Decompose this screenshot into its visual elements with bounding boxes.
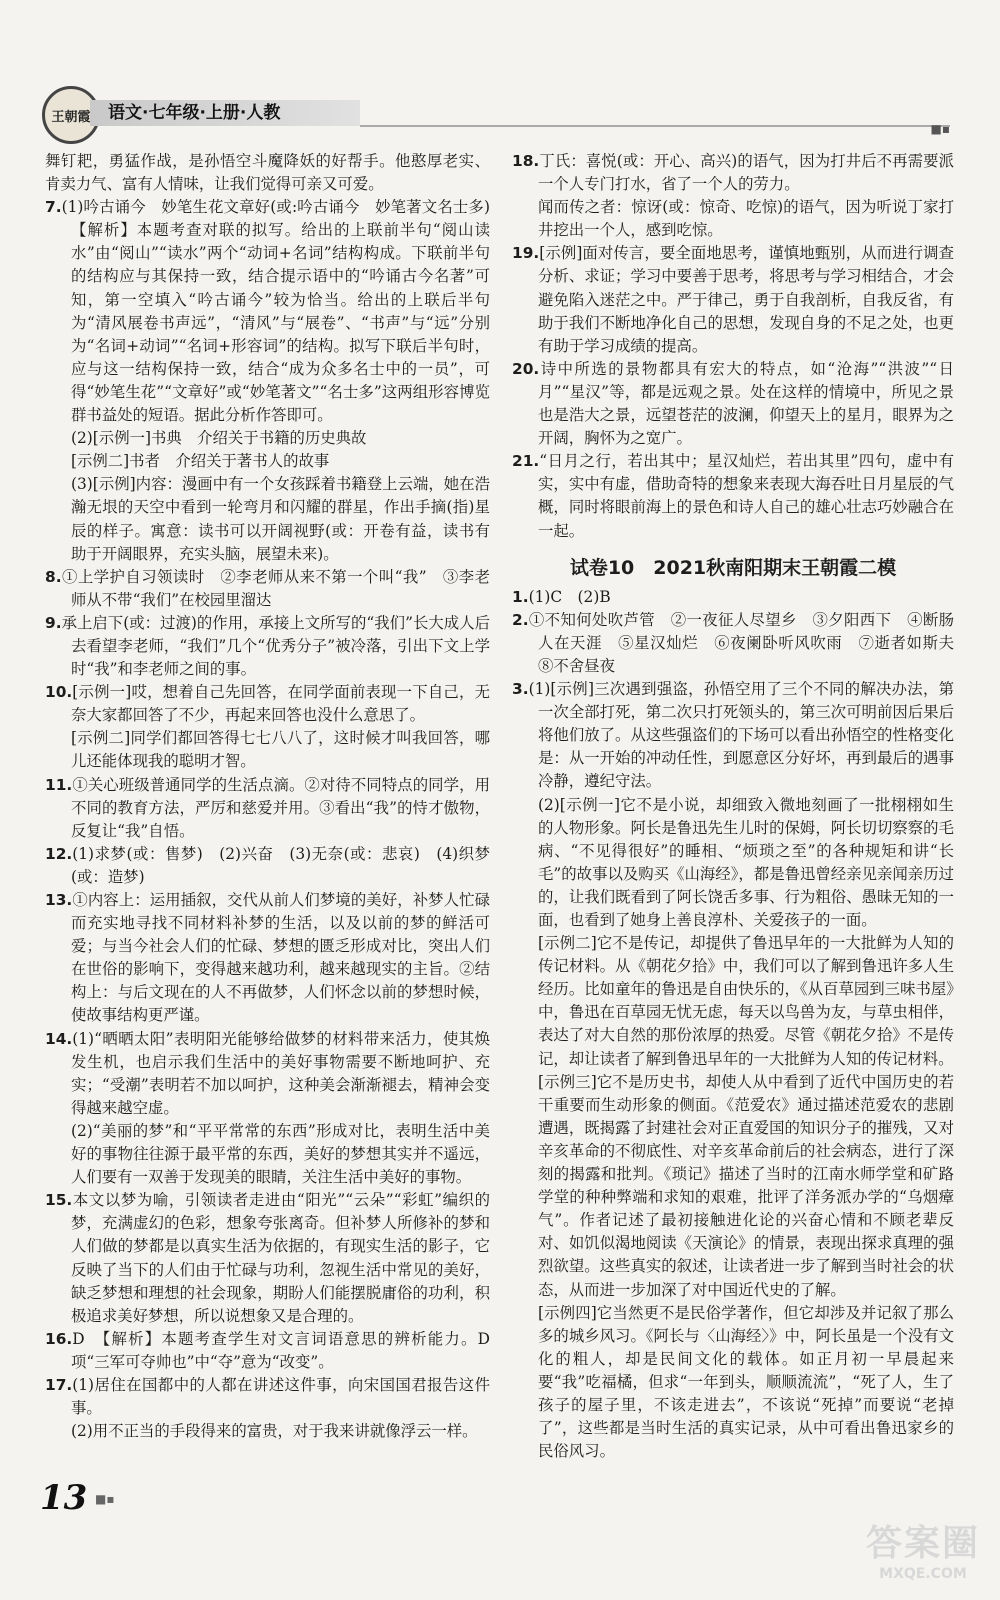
answer-item — [45, 150, 490, 196]
answer-item — [512, 150, 954, 196]
section-title: 试卷10 2021秋南阳期末王朝霞二模 — [569, 556, 897, 579]
answer-number: 7. — [45, 198, 62, 217]
answer-item — [45, 1028, 490, 1120]
answer-text: (2)用不正当的手段得来的富贵，对于我来讲就像浮云一样。 — [71, 1422, 478, 1441]
answer-item — [45, 196, 490, 427]
watermark — [866, 1515, 980, 1582]
answer-text: 本文以梦为喻，引领读者走进由“阳光”“云朵”“彩虹”编织的梦，充满虚幻的色彩，想象夸张离奇。但补梦人所修补的梦和人们做的梦都是以真实生活为依据的，有现实生活的影子，它反映了当下的人们由于忙碌与功利，忽视生活中常见的美好，缺乏梦想和理想的社会现象，期盼人们能摆脱庸俗的功利，积极追求美好梦想，所以说想象又是合理的。 — [71, 1191, 490, 1325]
answer-item — [512, 586, 954, 609]
footer-dots: ■▪ — [95, 1492, 115, 1506]
answer-item — [512, 678, 954, 793]
answer-text: [示例]面对传言，要全面地思考，谨慎地甄别，从而进行调查分析、求证；学习中要善于思考，将思考与学习相结合，才会避免陷入迷茫之中。严于律己，勇于自我剖析，自我反省，有助于我们不断地净化自己的思想，发现自身的不足之处，也更有助于学习成绩的提高。 — [538, 244, 954, 355]
answer-text: 舞钉耙，勇猛作战，是孙悟空斗魔降妖的好帮手。他憨厚老实、肯卖力气、富有人情味，让我们觉得可亲又可爱。 — [45, 152, 490, 194]
answer-text: [示例一]哎，想着自己先回答，在同学面前表现一下自己，无奈大家都回答了不少，再起来回答也没什么意思了。 — [71, 683, 490, 725]
answer-item — [512, 1071, 954, 1302]
answer-text: [示例二]书者 介绍关于著书人的故事 — [71, 452, 330, 471]
answer-item — [45, 774, 490, 843]
answer-item — [45, 1420, 490, 1443]
header-rule — [360, 125, 950, 127]
answer-text: 承上启下(或：过渡)的作用，承接上文所写的“我们”长大成人后去看望李老师，“我们”几个“优秀分子”被冷落，引出下文上学时“我”和李老师之间的事。 — [61, 613, 490, 679]
answer-item — [512, 450, 954, 542]
answer-text: D 【解析】本题考查学生对文言词语意思的辨析能力。D项“三军可夺帅也”中“夺”意为“改变”。 — [71, 1329, 490, 1371]
answer-text: (2)[示例一]它不是小说，却细致入微地刻画了一批栩栩如生的人物形象。阿长是鲁迅先生儿时的保姆，阿长切切察察的毛病、“不见得很好”的睡相、“烦琐之至”的各种规矩和讲“长毛”的故事以及购买《山海经》，都是鲁迅曾经亲见亲闻亲历过的，让我们既看到了阿长饶舌多事、行为粗俗、愚昧无知的一面，也看到了她身上善良淳朴、关爱孩子的一面。 — [538, 795, 954, 929]
answer-text: (1)C (2)B — [528, 587, 611, 606]
answer-text: (1)求梦(或：售梦) (2)兴奋 (3)无奈(或：悲哀) (4)织梦(或：造梦) — [71, 844, 490, 886]
answer-text: ①上学护自习领读时 ②李老师从来不第一个叫“我” ③李老师从不带“我们”在校园里溜达 — [61, 567, 490, 609]
answer-text: (2)“美丽的梦”和“平平常常的东西”形成对比，表明生活中美好的事物往往源于最平常的东西，美好的梦想其实并不遥远，人们要有一双善于发现美的眼睛，关注生活中美好的事物。 — [71, 1121, 490, 1187]
answer-item — [512, 794, 954, 933]
answer-text: (2)[示例一]书典 介绍关于书籍的历史典故 — [71, 429, 367, 448]
answer-text: 闻而传之者：惊讶(或：惊奇、吃惊)的语气，因为听说丁家打井挖出一个人，感到吃惊。 — [538, 198, 954, 240]
answer-number: 8. — [45, 567, 62, 586]
answer-item — [45, 727, 490, 773]
answer-item — [512, 358, 954, 450]
answer-text: (1)居住在国都中的人都在讲述这件事，向宋国国君报告这件事。 — [71, 1375, 490, 1418]
answer-item — [45, 450, 490, 473]
answer-text: [示例二]同学们都回答得七七八八了，这时候才叫我回答，哪儿还能体现我的聪明才智。 — [71, 729, 490, 771]
answer-item — [512, 1302, 954, 1464]
answer-number: 2. — [512, 610, 529, 629]
answer-text: “日月之行，若出其中；星汉灿烂，若出其里”四句，虚中有实，实中有虚，借助奇特的想象来表现大海吞吐日月星辰的气概，同时将眼前海上的景色和诗人自己的雄心壮志巧妙融合在一起。 — [538, 452, 954, 540]
page-number: 13 — [40, 1478, 88, 1518]
answer-number: 12. — [45, 844, 73, 863]
answer-number: 16. — [45, 1329, 73, 1348]
answer-item — [512, 609, 970, 678]
watermark-logo-text: 答案圈 — [865, 1523, 980, 1564]
right-column — [512, 150, 970, 1463]
answer-number: 13. — [45, 891, 73, 909]
answer-text: [示例四]它当然更不是民俗学著作，但它却涉及并记叙了那么多的城乡风习。《阿长与〈山海经〉》中，阿长虽是一个没有文化的粗人，却是民间文化的载体。如正月初一早晨起来要“我”吃福橘，但求“一年到头，顺顺流流”，“死了人，生了孩子的屋子里，不该走进去”，不该说“死掉”而要说“老掉了”，这些都是当时生活的真实记录，从中可看出鲁迅家乡的民俗风习。 — [538, 1303, 954, 1461]
right-bottom-answers — [512, 586, 970, 1464]
answer-text: [示例三]它不是历史书，却使人从中看到了近代中国历史的若干重要而生动形象的侧面。《范爱农》通过描述范爱农的悲剧遭遇，既揭露了封建社会对正直爱国的知识分子的摧残，又对辛亥革命的不彻底性、对辛亥革命前后的社会病态，进行了深刻的揭露和批判。《琐记》描述了当时的江南水师学堂和矿路学堂的种种弊端和求知的艰难，批评了洋务派办学的“乌烟瘴气”。作者记述了最初接触进化论的兴奋心情和不顾老辈反对、如饥似渴地阅读《天演论》的情景，表现出探求真理的强烈欲望。这些真实的叙述，让读者进一步了解到当时社会的状态，从而进一步加深了对中国近代史的了解。 — [538, 1072, 954, 1299]
answer-text: ①内容上：运用插叙，交代从前人们梦境的美好，补梦人忙碌而充实地寻找不同材料补梦的生活，以及以前的梦的鲜活可爱；与当今社会人们的忙碌、梦想的匮乏形成对比，突出人们在世俗的影响下，变得越来越功利，越来越现实的主旨。②结构上：与后文现在的人不再做梦，人们怀念以前的梦想时候，使故事结构更严谨。 — [71, 891, 490, 1025]
answer-item — [45, 473, 490, 565]
answer-item — [512, 196, 954, 242]
answer-number: 3. — [512, 680, 529, 699]
answer-item — [45, 566, 490, 612]
answer-item — [45, 889, 490, 1028]
answer-number: 17. — [45, 1375, 73, 1394]
answer-text: 丁氏：喜悦(或：开心、高兴)的语气，因为打井后不再需要派一个人专门打水，省了一个人的劳力。 — [538, 152, 954, 194]
answer-number: 9. — [45, 613, 62, 632]
answer-number: 1. — [512, 587, 529, 606]
answer-number: 10. — [45, 683, 73, 702]
answer-text: (1)“晒晒太阳”表明阳光能够给做梦的材料带来活力，使其焕发生机，也启示我们生活中的美好事物需要不断地呵护、充实；“受潮”表明若不加以呵护，这种美会渐渐褪去，精神会变得越来越空虚。 — [71, 1029, 490, 1117]
answer-number: 14. — [45, 1029, 73, 1048]
answer-text: 诗中所选的景物都具有宏大的特点，如“沧海”“洪波”“日月”“星汉”等，都是远观之景。处在这样的情境中，所见之景也是浩大之景，远望苍茫的波澜，仰望天上的星月，眼界为之开阔，胸怀为之宽广。 — [538, 359, 954, 448]
logo-text: 王朝霞 — [51, 109, 91, 125]
answer-item — [45, 1189, 490, 1328]
answer-text: [示例二]它不是传记，却提供了鲁迅早年的一大批鲜为人知的传记材料。从《朝花夕拾》中，我们可以了解到鲁迅许多人生经历。比如童年的鲁迅是自由快乐的，《从百草园到三味书屋》中，鲁迅在百草园无忧无虑，每天以鸟兽为友，与草虫相伴，表达了对大自然的那份浓厚的热爱。尽管《朝花夕拾》不是传记，却让读者了解到鲁迅早年的一大批鲜为人知的传记材料。 — [538, 934, 954, 1068]
answer-text: (3)[示例]内容：漫画中有一个女孩踩着书籍登上云端，她在浩瀚无垠的天空中看到一轮弯月和闪耀的群星，作出手摘(指)星辰的样子。寓意：读书可以开阔视野(或：开卷有益，读书有助于开阔眼界，充实头脑，展望未来)。 — [71, 475, 490, 563]
header-title: 语文·七年级·上册·人教 — [90, 100, 360, 126]
watermark-url: MXQE.COM — [879, 1566, 967, 1582]
answer-number: 21. — [512, 452, 540, 471]
answer-item — [512, 932, 954, 1071]
answer-item — [45, 843, 490, 889]
answer-item — [45, 681, 490, 727]
answer-item — [45, 612, 490, 681]
answer-item — [45, 1374, 490, 1420]
answer-text: (1)吟古诵今 妙笔生花文章好(或:吟古诵今 妙笔著文名士多)【解析】本题考查对联的拟写。给出的上联前半句“阅山读水”由“阅山”“读水”两个“动词+名词”结构构成。下联前半句的结构应与其保持一致，结合提示语中的“吟诵古今名著”可知，第一空填入“吟古诵今”较为恰当。给出的上联后半句为“清风展卷书声远”，“清风”与“展卷”、“书声”与“远”分别为“名词+动词”“名词+形容词”的结构。拟写下联后半句时，应与这一结构保持一致，结合“成为众多名士中的一员”，可得“妙笔生花”“文章好”或“妙笔著文”“名士多”这两组形容博览群书益处的短语。据此分析作答即可。 — [61, 198, 490, 425]
answer-number: 20. — [512, 359, 540, 378]
answer-number: 15. — [45, 1191, 73, 1210]
answer-item — [45, 427, 490, 450]
header-dots: ■▪ — [930, 122, 950, 136]
left-column — [45, 150, 490, 1443]
page-header — [28, 86, 978, 134]
answer-text: (1)[示例]三次遇到强盗，孙悟空用了三个不同的解决办法，第一次全部打死，第二次只打死领头的，第三次可明前因后果后将他们放了。从这些强盗们的下场可以看出孙悟空的性格变化是：从一开始的冲动任性，到愿意区分好坏，再到最后的遇事冷静，遵纪守法。 — [528, 680, 954, 791]
right-top-answers — [512, 150, 954, 543]
answer-item — [512, 242, 954, 357]
answer-text: ①关心班级普通同学的生活点滴。②对待不同特点的同学，用不同的教育方法，严厉和慈爱并用。③看出“我”的恃才傲物，反复让“我”自悟。 — [71, 775, 490, 840]
answer-text: ①不知何处吹芦管 ②一夜征人尽望乡 ③夕阳西下 ④断肠人在天涯 ⑤星汉灿烂 ⑥夜阑卧听风吹雨 ⑦逝者如斯夫 ⑧不舍昼夜 — [528, 610, 970, 675]
answer-number: 19. — [512, 244, 540, 263]
answer-item — [45, 1120, 490, 1189]
answer-item — [45, 1328, 490, 1374]
answer-number: 11. — [45, 775, 73, 794]
answer-number: 18. — [512, 152, 540, 170]
